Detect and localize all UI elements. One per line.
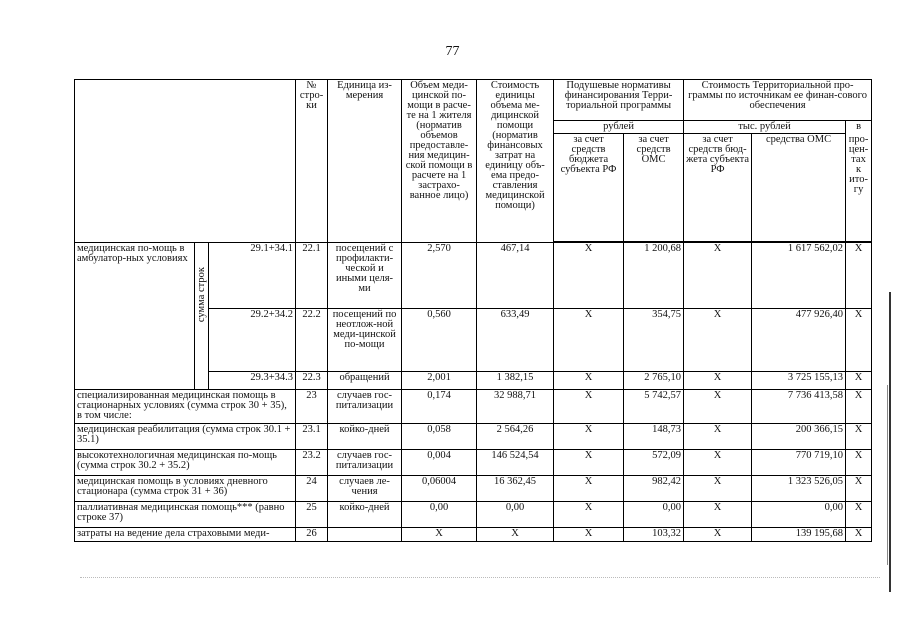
- row-unit: посещений с профилакти-ческой и иными целя-ми: [328, 243, 402, 309]
- row-budget: X: [554, 309, 624, 372]
- row-oms: 354,75: [624, 309, 684, 372]
- row-budget-2: X: [684, 450, 752, 476]
- row-volume: 0,560: [402, 309, 477, 372]
- row-volume: X: [402, 528, 477, 542]
- funding-table: [74, 79, 872, 542]
- row-percent: X: [846, 450, 872, 476]
- scan-edge-line-faint: [887, 385, 888, 565]
- row-oms: 103,32: [624, 528, 684, 542]
- rotated-sum-cell: [195, 243, 209, 390]
- row-volume: 0,058: [402, 424, 477, 450]
- row-no: 23: [296, 390, 328, 424]
- row-oms-2: 0,00: [752, 502, 846, 528]
- row-oms: 572,09: [624, 450, 684, 476]
- row-volume: 2,570: [402, 243, 477, 309]
- row-no: 22.1: [296, 243, 328, 309]
- row-oms-2: 200 366,15: [752, 424, 846, 450]
- scan-edge-line: [889, 292, 891, 592]
- row-sum: 29.2+34.2: [209, 309, 296, 372]
- row-oms: 982,42: [624, 476, 684, 502]
- row-sum: 29.3+34.3: [209, 372, 296, 390]
- row-cost: X: [477, 528, 554, 542]
- footer-dotted-line: [80, 577, 880, 578]
- row-oms: 5 742,57: [624, 390, 684, 424]
- row-oms: 2 765,10: [624, 372, 684, 390]
- row-label: медицинская помощь в условиях дневного стационара (сумма строк 31 + 36): [75, 476, 296, 502]
- row-cost: 146 524,54: [477, 450, 554, 476]
- row-volume: 0,00: [402, 502, 477, 528]
- row-unit: обращений: [328, 372, 402, 390]
- row-cost: 633,49: [477, 309, 554, 372]
- row-budget: X: [554, 372, 624, 390]
- row-label: медицинская реабилитация (сумма строк 30.1 + 35.1): [75, 424, 296, 450]
- row-unit: случаев гос-питализации: [328, 450, 402, 476]
- row-percent: X: [846, 309, 872, 372]
- row-budget: X: [554, 424, 624, 450]
- row-label: специализированная медицинская помощь в стационарных условиях (сумма строк 30 + 35), в том числе:: [75, 390, 296, 424]
- row-oms-2: 139 195,68: [752, 528, 846, 542]
- row-cost: 2 564,26: [477, 424, 554, 450]
- row-oms-2: 770 719,10: [752, 450, 846, 476]
- row-label: высокотехнологичная медицинская по-мощь (сумма строк 30.2 + 35.2): [75, 450, 296, 476]
- row-no: 23.1: [296, 424, 328, 450]
- row-budget-2: X: [684, 424, 752, 450]
- row-oms: 1 200,68: [624, 243, 684, 309]
- header-unit-in: в: [846, 121, 872, 134]
- row-volume: 2,001: [402, 372, 477, 390]
- row-percent: X: [846, 528, 872, 542]
- header-percent: про-цен-тах к ито-гу: [846, 134, 872, 242]
- row-budget-2: X: [684, 502, 752, 528]
- row-percent: X: [846, 390, 872, 424]
- row-budget-2: X: [684, 309, 752, 372]
- row-oms-2: 7 736 413,58: [752, 390, 846, 424]
- row-budget: X: [554, 502, 624, 528]
- row-cost: 16 362,45: [477, 476, 554, 502]
- header-territorial-group: Стоимость Территориальной про-граммы по источникам ее финан-сового обеспечения: [684, 80, 872, 121]
- row-sum: 29.1+34.1: [209, 243, 296, 309]
- row-no: 26: [296, 528, 328, 542]
- page-number: 77: [445, 44, 460, 59]
- row-unit: посещений по неотлож-ной меди-цинской по-мощи: [328, 309, 402, 372]
- header-cost: Стоимость единицы объема ме-дицинской помощи (норматив финансовых затрат на единицу объ-ема предо-ставления медицинской помощи): [477, 80, 554, 243]
- header-row-no: № стро-ки: [296, 80, 328, 243]
- row-budget-2: X: [684, 476, 752, 502]
- header-unit-rub: рублей: [554, 121, 684, 134]
- header-unit-thousand: тыс. рублей: [684, 121, 846, 134]
- row-cost: 467,14: [477, 243, 554, 309]
- header-oms: за счет средств ОМС: [624, 134, 684, 242]
- row-percent: X: [846, 372, 872, 390]
- row-percent: X: [846, 243, 872, 309]
- row-unit: случаев гос-питализации: [328, 390, 402, 424]
- row-oms-2: 3 725 155,13: [752, 372, 846, 390]
- row-cost: 1 382,15: [477, 372, 554, 390]
- rotated-sum-label: сумма строк: [195, 267, 207, 323]
- row-no: 23.2: [296, 450, 328, 476]
- row-label: паллиативная медицинская помощь*** (равно строке 37): [75, 502, 296, 528]
- row-cost: 0,00: [477, 502, 554, 528]
- row-unit: койко-дней: [328, 502, 402, 528]
- row-unit: койко-дней: [328, 424, 402, 450]
- row-budget-2: X: [684, 390, 752, 424]
- row-oms: 148,73: [624, 424, 684, 450]
- row-percent: X: [846, 502, 872, 528]
- row-oms-2: 477 926,40: [752, 309, 846, 372]
- row-oms-2: 1 617 562,02: [752, 243, 846, 309]
- header-unit: Единица из-мерения: [328, 80, 402, 243]
- row-volume: 0,174: [402, 390, 477, 424]
- row-budget: X: [554, 528, 624, 542]
- row-label: медицинская по-мощь в амбулатор-ных условиях: [75, 243, 195, 390]
- row-no: 22.3: [296, 372, 328, 390]
- row-no: 22.2: [296, 309, 328, 372]
- row-volume: 0,004: [402, 450, 477, 476]
- header-budget: за счет средств бюджета субъекта РФ: [554, 134, 624, 242]
- header-oms-2: средства ОМС: [752, 134, 846, 242]
- row-oms-2: 1 323 526,05: [752, 476, 846, 502]
- row-budget-2: X: [684, 243, 752, 309]
- header-budget-2: за счет средств бюд-жета субъекта РФ: [684, 134, 752, 242]
- row-budget: X: [554, 243, 624, 309]
- row-label: затраты на ведение дела страховыми меди-: [75, 528, 296, 542]
- row-budget: X: [554, 476, 624, 502]
- row-unit: [328, 528, 402, 542]
- row-unit: случаев ле-чения: [328, 476, 402, 502]
- row-no: 25: [296, 502, 328, 528]
- header-volume: Объем меди-цинской по-мощи в расче-те на 1 жителя (норматив объемов предоставле-ния медицин-ской помощи в расчете на 1 застрахо-ванное лицо): [402, 80, 477, 243]
- row-percent: X: [846, 424, 872, 450]
- row-oms: 0,00: [624, 502, 684, 528]
- row-budget-2: X: [684, 528, 752, 542]
- row-budget: X: [554, 450, 624, 476]
- row-no: 24: [296, 476, 328, 502]
- row-percent: X: [846, 476, 872, 502]
- row-cost: 32 988,71: [477, 390, 554, 424]
- header-percapita-group: Подушевые нормативы финансирования Терри-ториальной программы: [554, 80, 684, 121]
- row-budget-2: X: [684, 372, 752, 390]
- header-name-cell: [75, 80, 296, 243]
- row-volume: 0,06004: [402, 476, 477, 502]
- row-budget: X: [554, 390, 624, 424]
